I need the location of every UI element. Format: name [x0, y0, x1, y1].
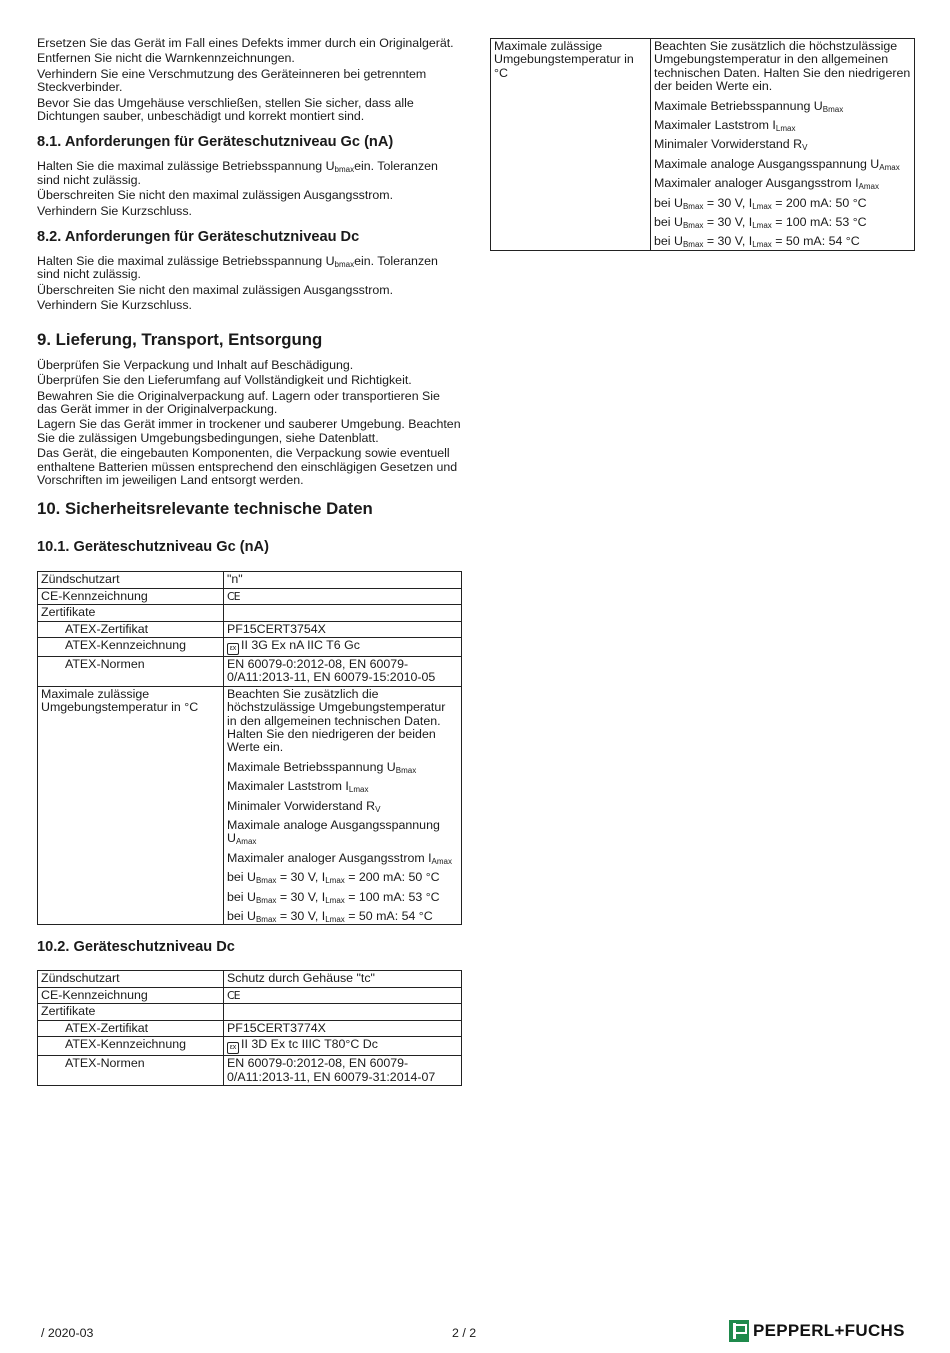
- table-cell: [224, 987, 462, 1003]
- left-column: [37, 37, 462, 1086]
- table-cell: [224, 588, 462, 604]
- table-cell: Maximale zulässige Umgebungstemperatur in °C: [491, 39, 651, 251]
- table-row: [38, 605, 462, 621]
- table-cell: ATEX-Normen: [38, 656, 224, 686]
- table-cell: ATEX-Zertifikat: [38, 1020, 224, 1036]
- ex-hexagon-icon: εx: [227, 1042, 239, 1054]
- paragraph: Verhindern Sie eine Verschmutzung des Geräteinneren bei getrenntem Steckverbinder.: [37, 66, 427, 95]
- paragraph: Verhindern Sie Kurzschluss.: [37, 203, 192, 218]
- paragraph: Überprüfen Sie Verpackung und Inhalt auf Beschädigung.: [37, 357, 354, 372]
- paragraph: Halten Sie die maximal zulässige Betriebsspannung $U_{bmax}ein$. Toleranzen sind nicht zulässig.: [37, 254, 438, 282]
- table-cell: ATEX-Kennzeichnung: [38, 637, 224, 656]
- table-cell: ATEX-Normen: [38, 1056, 224, 1086]
- right-column: [490, 38, 915, 251]
- table-cell: Beachten Sie zusätzlich die höchstzulässige Umgebungstemperatur in den allgemeinen technischen Daten. Halten Sie den niedrigeren der beiden Werte ein. Maximale Betriebsspannung $U_{Bmax}$ Maximaler Laststrom $I_{Lmax}$ Minimaler Vorwiderstand $R_V$ Maximale analoge Ausgangsspannung $U_{Amax}$ Maximaler analoger Ausgangsstrom $I_{Amax}$ bei $U_{Bmax} = 30$ V, $I_{Lmax} = 200$ mA: 50 °C bei $U_{Bmax} = 30$ V, $I_{Lmax} = 100$ mA: 53 °C bei $U_{Bmax} = 30$ V, $I_{Lmax} = 50$ mA: 54 °C: [224, 686, 462, 925]
- table-cell: Zündschutzart: [38, 971, 224, 987]
- logo-text: PEPPERL+FUCHS: [753, 1321, 905, 1341]
- section-heading-8-2: 8.2. Anforderungen für Geräteschutzniveau Dc: [37, 229, 360, 246]
- table-row: [491, 39, 915, 251]
- paragraph: Überschreiten Sie nicht den maximal zulässigen Ausgangsstrom.: [37, 282, 394, 297]
- table-cell: EN 60079-0:2012-08, EN 60079-0/A11:2013-11, EN 60079-31:2014-07: [224, 1056, 462, 1086]
- ex-hexagon-icon: εx: [227, 643, 239, 655]
- table-row: [38, 971, 462, 987]
- page-number: 2 / 2: [452, 1326, 477, 1340]
- table-cell: ATEX-Zertifikat: [38, 621, 224, 637]
- paragraph: Bevor Sie das Umgehäuse verschließen, stellen Sie sicher, dass alle Dichtungen sauber, unbeschädigt und korrekt montiert sind.: [37, 95, 414, 124]
- table-row: [38, 637, 462, 656]
- table-row: [38, 1004, 462, 1020]
- paragraph: Lagern Sie das Gerät immer in trockener und sauberer Umgebung. Beachten Sie die zulässigen Umgebungsbedingungen, siehe Datenblatt.: [37, 417, 461, 445]
- table-cell: εx II 3G Ex nA IIC T6 Gc: [224, 637, 462, 656]
- section-heading-10: 10. Sicherheitsrelevante technische Daten: [37, 499, 373, 519]
- table-cell: CE-Kennzeichnung: [38, 987, 224, 1003]
- temperature-table: [490, 38, 915, 251]
- company-logo: [729, 1320, 905, 1342]
- table-cell: Zündschutzart: [38, 572, 224, 588]
- table-row: [38, 987, 462, 1003]
- table-cell: CE-Kennzeichnung: [38, 588, 224, 604]
- paragraph: Ersetzen Sie das Gerät im Fall eines Defekts immer durch ein Originalgerät.: [37, 36, 454, 50]
- table-row: [38, 588, 462, 604]
- safety-table-dc: [37, 970, 462, 1085]
- section-heading-9: 9. Lieferung, Transport, Entsorgung: [37, 329, 323, 349]
- section-heading-8-1: 8.1. Anforderungen für Geräteschutzniveau Gc (nA): [37, 134, 394, 151]
- table-cell: Beachten Sie zusätzlich die höchstzulässige Umgebungstemperatur in den allgemeinen technischen Daten. Halten Sie den niedrigeren der beiden Werte ein. Maximale Betriebsspannung $U_{Bmax}$ Maximaler Laststrom $I_{Lmax}$ Minimaler Vorwiderstand $R_V$ Maximale analoge Ausgangsspannung $U_{Amax}$ Maximaler analoger Ausgangsstrom $I_{Amax}$ bei $U_{Bmax} = 30$ V, $I_{Lmax} = 200$ mA: 50 °C bei $U_{Bmax} = 30$ V, $I_{Lmax} = 100$ mA: 53 °C bei $U_{Bmax} = 30$ V, $I_{Lmax} = 50$ mA: 54 °C: [651, 39, 915, 251]
- table-cell: [224, 1004, 462, 1020]
- table-cell: ATEX-Kennzeichnung: [38, 1037, 224, 1056]
- section-heading-10-1: 10.1. Geräteschutzniveau Gc (nA): [37, 539, 269, 556]
- table-cell: εx II 3D Ex tc IIIC T80°C Dc: [224, 1037, 462, 1056]
- table-cell: "n": [224, 572, 462, 588]
- paragraph: Halten Sie die maximal zulässige Betriebsspannung $U_{bmax}ein$. Toleranzen sind nicht zulässig.: [37, 159, 438, 187]
- table-cell: EN 60079-0:2012-08, EN 60079-0/A11:2013-11, EN 60079-15:2010-05: [224, 656, 462, 686]
- ce-mark-icon: CE: [227, 589, 240, 603]
- paragraph: Überschreiten Sie nicht den maximal zulässigen Ausgangsstrom.: [37, 188, 394, 203]
- table-row: [38, 656, 462, 686]
- paragraph: Verhindern Sie Kurzschluss.: [37, 298, 192, 313]
- ce-mark-icon: CE: [227, 988, 240, 1002]
- table-row: [38, 572, 462, 588]
- table-cell: Zertifikate: [38, 1004, 224, 1020]
- section-heading-10-2: 10.2. Geräteschutzniveau Dc: [37, 939, 235, 956]
- footer-date: / 2020-03: [41, 1326, 94, 1340]
- paragraph: Überprüfen Sie den Lieferumfang auf Vollständigkeit und Richtigkeit.: [37, 373, 412, 388]
- table-row: [38, 621, 462, 637]
- table-cell: Maximale zulässige Umgebungstemperatur in °C: [38, 686, 224, 925]
- table-row: [38, 1037, 462, 1056]
- paragraph: Das Gerät, die eingebauten Komponenten, die Verpackung sowie eventuell enthaltene Batterien müssen entsprechend den einschlägigen Gesetzen und Vorschriften im jeweiligen Land entsorgt werden.: [37, 446, 458, 487]
- safety-table-gc: [37, 571, 462, 925]
- table-cell: PF15CERT3754X: [224, 621, 462, 637]
- table-row: [38, 1056, 462, 1086]
- table-cell: Schutz durch Gehäuse "tc": [224, 971, 462, 987]
- pf-logo-icon: [729, 1320, 749, 1342]
- table-cell: Zertifikate: [38, 605, 224, 621]
- table-cell: PF15CERT3774X: [224, 1020, 462, 1036]
- table-cell: [224, 605, 462, 621]
- paragraph: Bewahren Sie die Originalverpackung auf. Lagern oder transportieren Sie das Gerät immer in der Originalverpackung.: [37, 388, 440, 416]
- paragraph: Entfernen Sie nicht die Warnkennzeichnungen.: [37, 51, 295, 66]
- table-row: [38, 686, 462, 925]
- table-row: [38, 1020, 462, 1036]
